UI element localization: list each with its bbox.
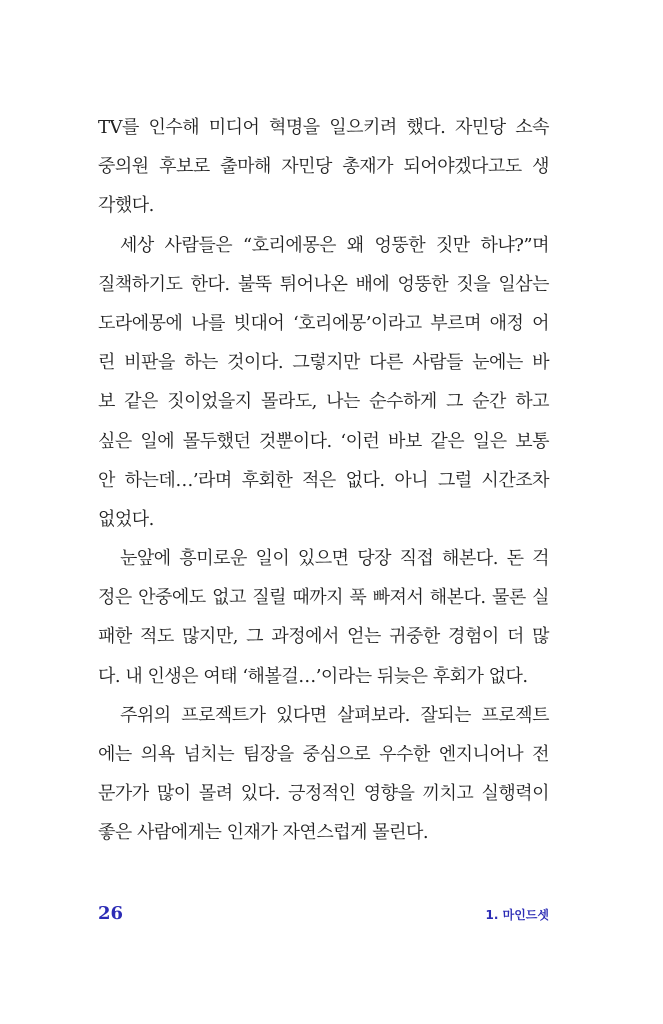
text-line: 질책하기도 한다. 불뚝 튀어나온 배에 엉뚱한 짓을 일삼는: [98, 273, 549, 295]
text-line: 세상 사람들은 “호리에몽은 왜 엉뚱한 짓만 하냐?”며: [120, 234, 549, 256]
text-line: 다. 내 인생은 여태 ‘해볼걸…’이라는 뒤늦은 후회가 없다.: [98, 665, 528, 687]
text-line: 중의원 후보로 출마해 자민당 총재가 되어야겠다고도 생: [98, 156, 549, 178]
text-line: 에는 의욕 넘치는 팀장을 중심으로 우수한 엔지니어나 전: [98, 744, 549, 765]
text-line: 각했다.: [98, 195, 154, 217]
text-line: 없었다.: [98, 508, 154, 530]
chapter-title: 1. 마인드셋: [485, 908, 549, 922]
paragraph: [98, 113, 549, 231]
text-line: 린 비판을 하는 것이다. 그렇지만 다른 사람들 눈에는 바: [98, 352, 549, 374]
text-line: 주위의 프로젝트가 있다면 살펴보라. 잘되는 프로젝트: [120, 704, 549, 726]
text-line: 보 같은 짓이었을지 몰라도, 나는 순수하게 그 순간 하고: [98, 391, 549, 413]
text-line: 안 하는데…’라며 후회한 적은 없다. 아니 그럴 시간조차: [98, 469, 549, 491]
text-line: 싶은 일에 몰두했던 것뿐이다. ‘이런 바보 같은 일은 보통: [98, 430, 549, 452]
paragraph: [98, 701, 549, 858]
text-line: 문가가 많이 몰려 있다. 긍정적인 영향을 끼치고 실행력이: [98, 783, 549, 805]
text-line: 눈앞에 흥미로운 일이 있으면 당장 직접 해본다. 돈 걱: [120, 548, 549, 570]
text-line: 도라에몽에 나를 빗대어 ‘호리에몽’이라고 부르며 애정 어: [98, 312, 549, 334]
page-number: 26: [98, 903, 124, 924]
text-line: 패한 적도 많지만, 그 과정에서 얻는 귀중한 경험이 더 많: [98, 626, 549, 648]
paragraph: [98, 544, 549, 701]
text-line: 정은 안중에도 없고 질릴 때까지 푹 빠져서 해본다. 물론 실: [98, 587, 549, 609]
text-line: 좋은 사람에게는 인재가 자연스럽게 몰린다.: [98, 822, 429, 844]
text-line: TV를 인수해 미디어 혁명을 일으키려 했다. 자민당 소속: [98, 117, 549, 138]
body-text: [98, 113, 549, 858]
paragraph: [98, 231, 549, 545]
